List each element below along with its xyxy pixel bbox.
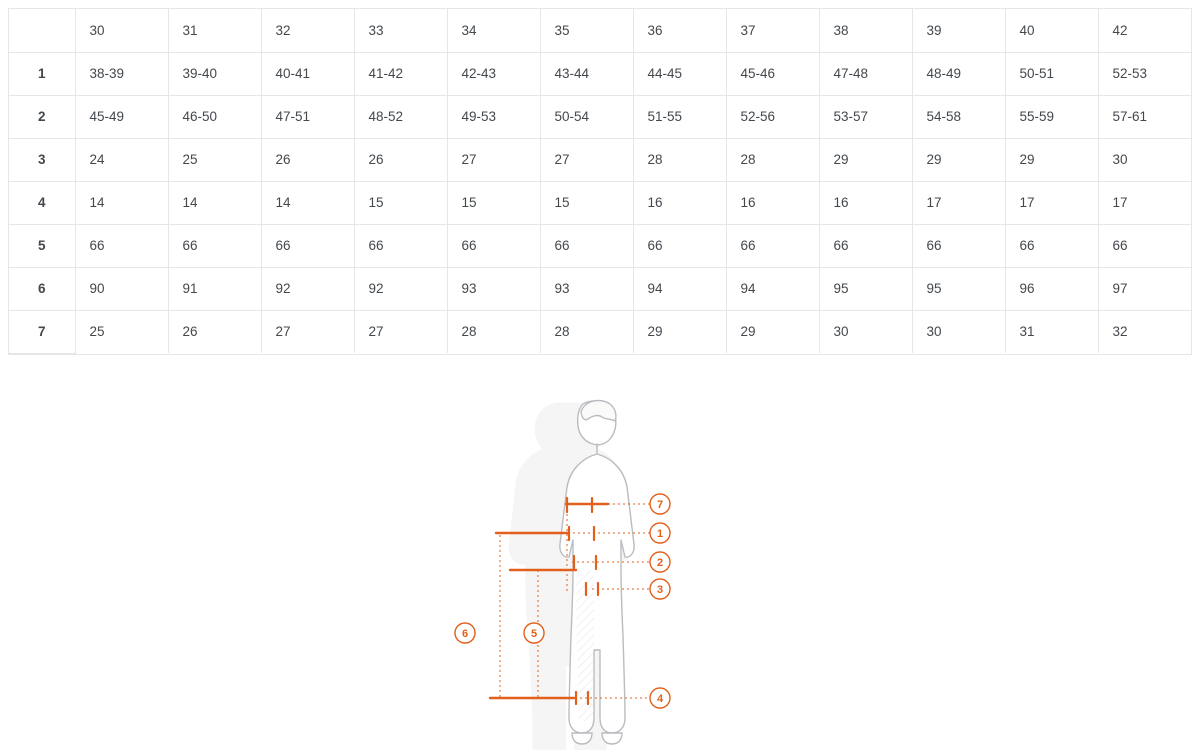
table-cell: 93 (540, 267, 633, 310)
table-cell: 52-53 (1098, 52, 1191, 95)
callout-7[interactable] (650, 494, 670, 514)
table-cell: 30 (819, 310, 912, 353)
table-cell: 66 (726, 224, 819, 267)
table-cell: 42-43 (447, 52, 540, 95)
table-cell: 48-49 (912, 52, 1005, 95)
table-cell: 66 (168, 224, 261, 267)
table-cell: 49-53 (447, 95, 540, 138)
table-cell: 44-45 (633, 52, 726, 95)
table-cell: 29 (1005, 138, 1098, 181)
table-corner-cell (9, 9, 75, 52)
table-cell: 94 (726, 267, 819, 310)
callout-label: 5 (530, 628, 538, 640)
callout-5[interactable] (524, 623, 544, 643)
callout-label: 2 (656, 557, 664, 569)
row-label: 4 (9, 181, 75, 224)
table-row (9, 267, 1191, 310)
table-cell: 66 (75, 224, 168, 267)
table-cell: 31 (1005, 310, 1098, 353)
table-cell: 66 (354, 224, 447, 267)
table-cell: 17 (912, 181, 1005, 224)
table-row (9, 52, 1191, 95)
table-cell: 92 (261, 267, 354, 310)
callout-4[interactable] (650, 688, 670, 708)
callout-6[interactable] (455, 623, 475, 643)
table-cell: 28 (633, 138, 726, 181)
column-header: 30 (75, 9, 168, 52)
table-cell: 16 (819, 181, 912, 224)
table-cell: 47-51 (261, 95, 354, 138)
table-cell: 66 (912, 224, 1005, 267)
table-cell: 15 (354, 181, 447, 224)
table-cell: 30 (912, 310, 1005, 353)
table-cell: 66 (1005, 224, 1098, 267)
table-cell: 48-52 (354, 95, 447, 138)
row-label: 6 (9, 267, 75, 310)
table-cell: 54-58 (912, 95, 1005, 138)
table-cell: 29 (633, 310, 726, 353)
table-cell: 66 (261, 224, 354, 267)
callout-label: 1 (656, 528, 664, 540)
table-cell: 50-54 (540, 95, 633, 138)
table-cell: 96 (1005, 267, 1098, 310)
table-cell: 30 (1098, 138, 1191, 181)
table-cell: 14 (261, 181, 354, 224)
table-cell: 39-40 (168, 52, 261, 95)
table-cell: 45-46 (726, 52, 819, 95)
table-cell: 66 (1098, 224, 1191, 267)
table-cell: 90 (75, 267, 168, 310)
table-cell: 14 (168, 181, 261, 224)
table-cell: 15 (447, 181, 540, 224)
table-cell: 97 (1098, 267, 1191, 310)
table-cell: 92 (354, 267, 447, 310)
row-label: 7 (9, 310, 75, 353)
table-cell: 94 (633, 267, 726, 310)
table-cell: 29 (912, 138, 1005, 181)
table-cell: 66 (819, 224, 912, 267)
table-cell: 57-61 (1098, 95, 1191, 138)
table-cell: 32 (1112, 324, 1128, 340)
callout-1[interactable] (650, 523, 670, 543)
table-cell: 28 (540, 310, 633, 353)
table-cell: 66 (633, 224, 726, 267)
table-cell: 55-59 (1005, 95, 1098, 138)
column-header: 37 (726, 9, 819, 52)
row-label: 5 (9, 224, 75, 267)
table-cell: 51-55 (633, 95, 726, 138)
table-cell: 27 (261, 310, 354, 353)
callout-label: 6 (461, 628, 469, 640)
table-cell: 17 (1098, 181, 1191, 224)
table-cell: 45-49 (75, 95, 168, 138)
callout-3[interactable] (650, 579, 670, 599)
table-cell: 28 (447, 310, 540, 353)
table-cell: 24 (75, 138, 168, 181)
table-cell: 46-50 (168, 95, 261, 138)
table-cell: 25 (75, 310, 168, 353)
size-table-head (9, 9, 1191, 52)
body-diagram (370, 392, 830, 750)
callout-label: 3 (656, 584, 664, 596)
table-cell: 26 (354, 138, 447, 181)
size-table (9, 9, 1191, 354)
table-cell: 41-42 (354, 52, 447, 95)
table-cell: 91 (168, 267, 261, 310)
column-header: 34 (447, 9, 540, 52)
table-cell: 14 (75, 181, 168, 224)
row-label: 3 (9, 138, 75, 181)
table-cell: 95 (912, 267, 1005, 310)
column-header: 36 (633, 9, 726, 52)
column-header: 38 (819, 9, 912, 52)
table-cell: 50-51 (1005, 52, 1098, 95)
table-cell: 52-56 (726, 95, 819, 138)
row-label: 1 (9, 52, 75, 95)
table-row (9, 310, 1191, 353)
table-cell: 27 (540, 138, 633, 181)
table-header-row (9, 9, 1191, 52)
table-row (9, 181, 1191, 224)
callout-label: 4 (656, 693, 664, 705)
table-cell: 29 (819, 138, 912, 181)
column-header: 33 (354, 9, 447, 52)
column-header: 32 (261, 9, 354, 52)
column-header: 35 (540, 9, 633, 52)
table-cell: 38-39 (75, 52, 168, 95)
table-row (9, 138, 1191, 181)
size-table-container (8, 8, 1192, 355)
table-cell: 66 (447, 224, 540, 267)
table-cell: 17 (1005, 181, 1098, 224)
table-cell: 93 (447, 267, 540, 310)
table-cell: 53-57 (819, 95, 912, 138)
column-header: 31 (168, 9, 261, 52)
table-cell: 15 (540, 181, 633, 224)
column-header: 42 (1098, 9, 1191, 52)
table-cell: 43-44 (540, 52, 633, 95)
callout-2[interactable] (650, 552, 670, 572)
table-row (9, 224, 1191, 267)
table-cell: 29 (726, 310, 819, 353)
column-header: 40 (1005, 9, 1098, 52)
table-cell: 27 (354, 310, 447, 353)
table-cell: 27 (447, 138, 540, 181)
table-cell: 95 (819, 267, 912, 310)
table-cell: 66 (540, 224, 633, 267)
column-header: 39 (912, 9, 1005, 52)
table-cell: 28 (726, 138, 819, 181)
callout-label: 7 (656, 499, 664, 511)
table-cell: 26 (168, 310, 261, 353)
table-cell: 25 (168, 138, 261, 181)
measurement-figure (0, 392, 1200, 750)
row-label: 2 (9, 95, 75, 138)
table-row (9, 95, 1191, 138)
table-cell: 47-48 (819, 52, 912, 95)
table-cell: 40-41 (261, 52, 354, 95)
size-table-body (9, 52, 1191, 353)
table-cell: 16 (726, 181, 819, 224)
table-cell: 16 (633, 181, 726, 224)
table-cell: 26 (261, 138, 354, 181)
